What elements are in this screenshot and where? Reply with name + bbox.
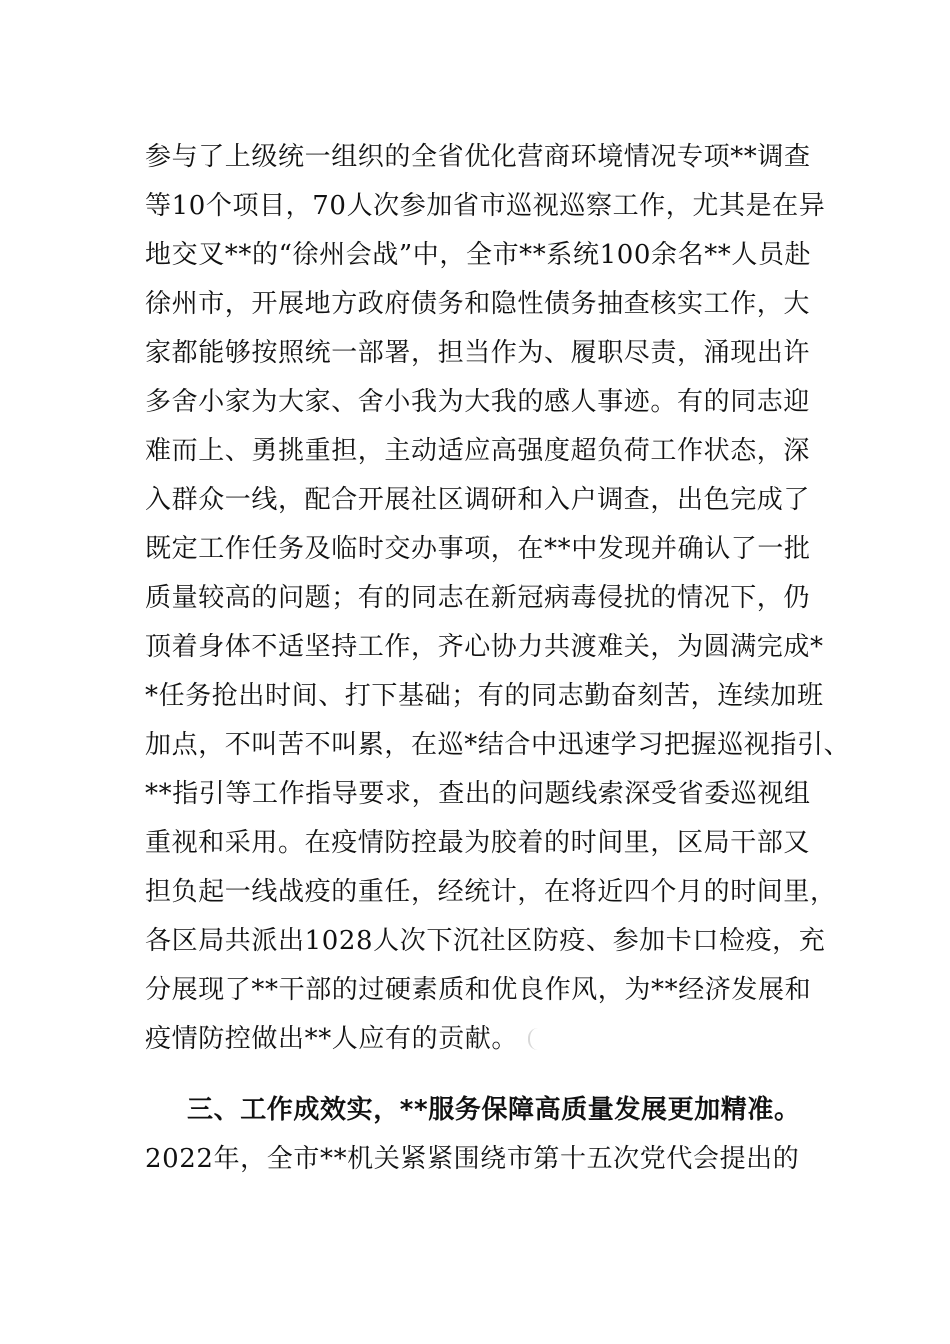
paragraph-line: 重视和采用。在疫情防控最为胶着的时间里，区局干部又 bbox=[145, 828, 811, 858]
paragraph-line: 难而上、勇挑重担，主动适应高强度超负荷工作状态，深 bbox=[145, 436, 811, 466]
paragraph-line: 各区局共派出1028人次下沉社区防疫、参加卡口检疫，充 bbox=[145, 926, 826, 956]
paragraph-line: 分展现了**干部的过硬素质和优良作风，为**经济发展和 bbox=[145, 975, 812, 1005]
section-heading: 三、工作成效实，**服务保障高质量发展更加精准。 bbox=[187, 1095, 801, 1125]
paragraph-line-last bbox=[145, 1015, 825, 1064]
paragraph-line: 参与了上级统一组织的全省优化营商环境情况专项**调查 bbox=[145, 142, 811, 172]
paragraph-line: 顶着身体不适坚持工作，齐心协力共渡难关，为圆满完成* bbox=[145, 632, 824, 662]
paragraph-line: 家都能够按照统一部署，担当作为、履职尽责，涌现出许 bbox=[145, 338, 811, 368]
paragraph-mark-icon bbox=[528, 1028, 538, 1050]
body-paragraph bbox=[145, 133, 851, 1064]
paragraph-line: 既定工作任务及临时交办事项，在**中发现并确认了一批 bbox=[145, 534, 811, 564]
paragraph-line: 加点，不叫苦不叫累，在巡*结合中迅速学习把握巡视指引、 bbox=[145, 730, 851, 760]
paragraph-line: 徐州市，开展地方政府债务和隐性债务抽查核实工作，大 bbox=[145, 289, 811, 319]
paragraph-line: 质量较高的问题；有的同志在新冠病毒侵扰的情况下，仍 bbox=[145, 583, 811, 613]
paragraph-line: 入群众一线，配合开展社区调研和入户调查，出色完成了 bbox=[145, 485, 811, 515]
paragraph-line: 等10个项目，70人次参加省市巡视巡察工作，尤其是在异 bbox=[145, 191, 826, 221]
paragraph-line: **指引等工作指导要求，查出的问题线索深受省委巡视组 bbox=[145, 779, 811, 809]
paragraph-line: 多舍小家为大家、舍小我为大我的感人事迹。有的同志迎 bbox=[145, 387, 811, 417]
paragraph-line-text: 疫情防控做出**人应有的贡献。 bbox=[145, 1024, 519, 1054]
section-first-line: 2022年，全市**机关紧紧围绕市第十五次党代会提出的 bbox=[145, 1144, 800, 1174]
paragraph-line: 地交叉**的“徐州会战”中，全市**系统100余名**人员赴 bbox=[145, 240, 812, 270]
paragraph-line: 担负起一线战疫的重任，经统计，在将近四个月的时间里， bbox=[145, 877, 837, 907]
paragraph-line: *任务抢出时间、打下基础；有的同志勤奋刻苦，连续加班 bbox=[145, 681, 824, 711]
